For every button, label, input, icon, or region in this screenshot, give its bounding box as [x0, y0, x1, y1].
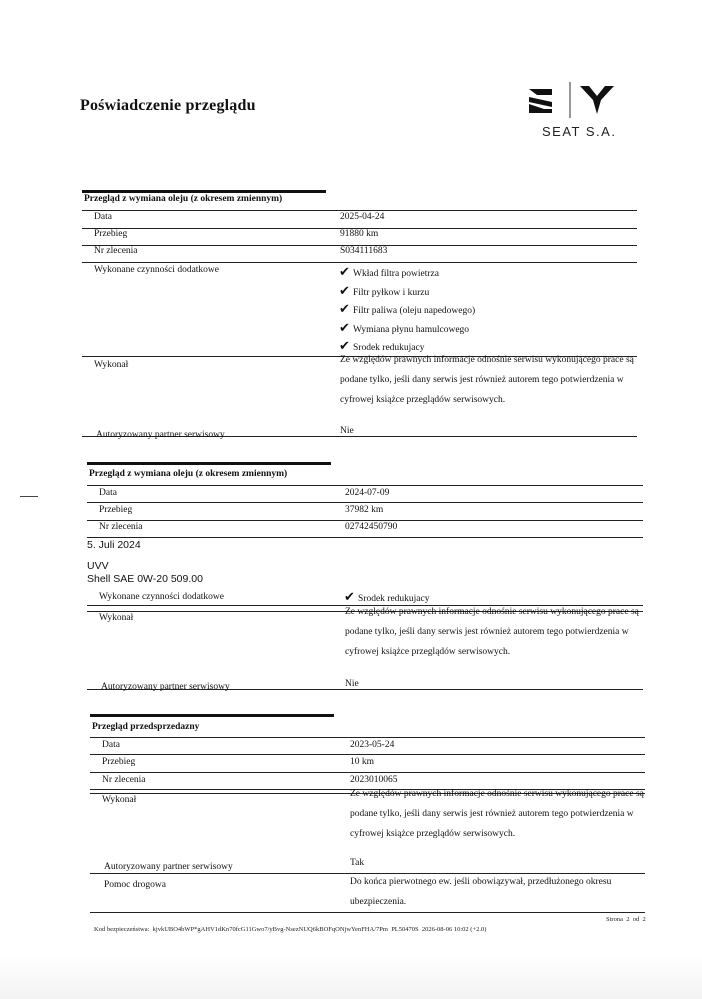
roadside-text: Do końca pierwotnego ew. jeśli obowiązywał, przedłużonego okresu ubezpieczenia.: [350, 877, 612, 907]
performed-by-text: Ze względów prawnych informacje odnośnie serwisu wykonującego prace są podane tylko, jeśli dany serwis jest również autorem tego potwierdzenia w cyfrowej książce przeglądów serwisowych.: [345, 607, 639, 657]
additional-work-label: Wykonane czynności dodatkowe: [94, 265, 219, 275]
performed-by-text: Ze względów prawnych informacje odnośnie serwisu wykonującego prace są podane tylko, jeśli dany serwis jest również autorem tego potwierdzenia w cyfrowej książce przeglądów serwisowych.: [350, 789, 644, 839]
row-divider: [90, 912, 645, 913]
section-title: Przegląd przedsprzedazny: [92, 722, 200, 732]
scan-shading: [0, 955, 702, 999]
handwritten-note: 5. Juli 2024: [87, 539, 141, 551]
partner-value: Tak: [350, 858, 365, 868]
section-title: Przegląd z wymiana oleju (z okresem zmiennym): [84, 194, 283, 204]
additional-work-text: Wkład filtra powietrza: [353, 269, 439, 279]
performed-by-label: Wykonał: [94, 360, 129, 370]
row-divider: [90, 737, 645, 738]
page-title: Poświadczenie przeglądu: [80, 97, 256, 114]
section-header-bar: [87, 462, 331, 465]
field-label: Data: [102, 740, 120, 750]
section-title: Przegląd z wymiana oleju (z okresem zmiennym): [89, 469, 288, 479]
additional-work-text: Srodek redukujacy: [353, 343, 425, 353]
additional-work-text: Srodek redukujacy: [358, 594, 430, 604]
footer-security-code: [94, 926, 486, 933]
field-label: Przebieg: [94, 229, 128, 239]
section-header-bar: [90, 714, 334, 717]
footer-code-value: kjvkUBO4bWP*gAHV1dKn70fcG11Gwo7/yBvg-NsezNUQ6kBOFqONjwYenFHA/7Pm: [152, 926, 388, 933]
field-label: Nr zlecenia: [99, 522, 143, 532]
footer-code-label: Kod bezpieczeństwa:: [94, 926, 150, 933]
field-value: 2024-07-09: [345, 488, 390, 498]
partner-label: Autoryzowany partner serwisowy: [96, 430, 225, 440]
field-value: 91880 km: [340, 229, 379, 239]
checkmark-icon: ✔: [344, 590, 355, 605]
field-label: Data: [99, 488, 117, 498]
roadside-label: Pomoc drogowa: [104, 880, 167, 890]
scan-mark: [20, 496, 38, 497]
row-divider: [87, 520, 643, 521]
field-value: 02742450790: [345, 522, 398, 532]
field-label: Nr zlecenia: [102, 775, 146, 785]
additional-work-item: [339, 265, 439, 280]
field-value: 2023010065: [350, 775, 398, 785]
row-divider: [90, 754, 645, 755]
additional-work-text: Wymiana płynu hamulcowego: [353, 325, 470, 335]
performed-by-text: Ze względów prawnych informacje odnośnie serwisu wykonującego prace są podane tylko, jeśli dany serwis jest również autorem tego potwierdzenia w cyfrowej książce przeglądów serwisowych.: [340, 355, 634, 405]
additional-work-item: [339, 321, 469, 336]
field-value: 10 km: [350, 757, 375, 767]
additional-work-label: Wykonane czynności dodatkowe: [99, 592, 224, 602]
handwritten-note: UVV: [87, 560, 109, 572]
checkmark-icon: ✔: [339, 339, 350, 354]
field-label: Przebieg: [99, 505, 133, 515]
checkmark-icon: ✔: [339, 302, 350, 317]
cupra-logo-icon: [580, 86, 614, 114]
brand-name: SEAT S.A.: [542, 124, 617, 139]
checkmark-icon: ✔: [339, 321, 350, 336]
additional-work-item: [339, 284, 429, 299]
brand-logos: [526, 80, 618, 120]
row-divider: [87, 537, 643, 538]
footer-doc-id: PL50470S: [391, 926, 419, 933]
row-divider: [87, 502, 643, 503]
performed-by-label: Wykonał: [99, 613, 134, 623]
field-label: Nr zlecenia: [94, 246, 138, 256]
field-value: 37982 km: [345, 505, 384, 515]
field-value: 2025-04-24: [340, 212, 385, 222]
checkmark-icon: ✔: [339, 265, 350, 280]
row-divider: [87, 485, 643, 486]
additional-work-text: Filtr paliwa (oleju napedowego): [353, 306, 476, 316]
performed-by-label: Wykonał: [102, 795, 137, 805]
handwritten-note: Shell SAE 0W-20 509.00: [87, 573, 203, 585]
field-value: S034111683: [340, 246, 388, 256]
partner-label: Autoryzowany partner serwisowy: [101, 682, 230, 692]
field-value: 2023-05-24: [350, 740, 395, 750]
row-divider: [82, 210, 637, 211]
footer-page-number: Strona 2 od 2: [606, 916, 646, 923]
partner-value: Nie: [345, 679, 359, 689]
row-divider: [82, 262, 637, 263]
seat-logo-icon: [529, 89, 552, 113]
partner-label: Autoryzowany partner serwisowy: [104, 862, 233, 872]
footer-timestamp: 2026-08-06 10:02 (+2.0): [421, 926, 487, 933]
checkmark-icon: ✔: [339, 284, 350, 299]
partner-value: Nie: [340, 426, 354, 436]
additional-work-item: [339, 302, 475, 317]
row-divider: [90, 772, 645, 773]
field-label: Przebieg: [102, 757, 136, 767]
field-label: Data: [94, 212, 112, 222]
additional-work-text: Filtr pyłkow i kurzu: [353, 288, 430, 298]
section-header-bar: [82, 190, 326, 193]
